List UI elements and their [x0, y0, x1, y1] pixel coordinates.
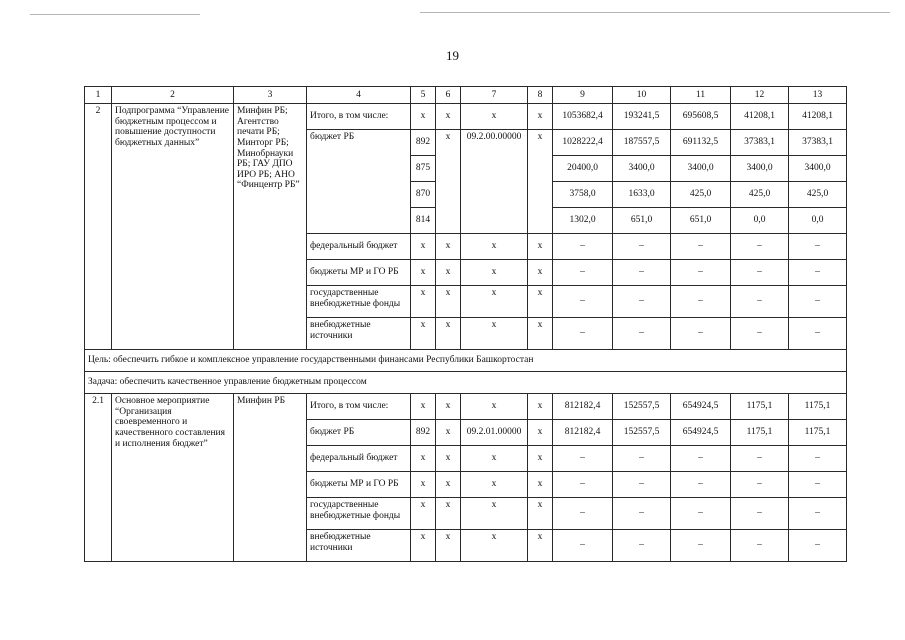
- table-cell: 654924,5: [671, 394, 731, 420]
- table-cell: 187557,5: [613, 130, 671, 156]
- table-cell: 1175,1: [789, 420, 847, 446]
- table-cell: 425,0: [731, 182, 789, 208]
- table-cell: 1028222,4: [553, 130, 613, 156]
- table-cell: –: [789, 318, 847, 350]
- row-number: 2.1: [85, 394, 112, 562]
- table-cell: 654924,5: [671, 420, 731, 446]
- table-cell: 870: [411, 182, 436, 208]
- table-cell: x: [461, 394, 528, 420]
- goal-row: [85, 350, 847, 372]
- table-cell: 1175,1: [731, 394, 789, 420]
- table-cell: 09.2.00.00000: [461, 130, 528, 234]
- funding-source-label: бюджет РБ: [307, 420, 411, 446]
- table-cell: 3758,0: [553, 182, 613, 208]
- funding-source-label: бюджет РБ: [307, 130, 411, 234]
- column-number-row: [85, 87, 847, 104]
- table-cell: x: [461, 530, 528, 562]
- table-cell: 812182,4: [553, 394, 613, 420]
- table-cell: 0,0: [731, 208, 789, 234]
- table-cell: –: [613, 446, 671, 472]
- executors: Минфин РБ: [234, 394, 307, 562]
- table-cell: 3400,0: [731, 156, 789, 182]
- table-cell: x: [461, 318, 528, 350]
- table-cell: x: [528, 130, 553, 234]
- table-cell: 695608,5: [671, 104, 731, 130]
- table-cell: 651,0: [671, 208, 731, 234]
- table-cell: x: [436, 318, 461, 350]
- table-cell: x: [528, 318, 553, 350]
- table-cell: x: [411, 104, 436, 130]
- column-number: 6: [436, 87, 461, 104]
- table-cell: 425,0: [789, 182, 847, 208]
- goal-text: Цель: обеспечить гибкое и комплексное управление государственными финансами Республики Башкортостан: [85, 350, 847, 372]
- table-cell: 892: [411, 130, 436, 156]
- table-cell: –: [731, 234, 789, 260]
- table-cell: x: [528, 234, 553, 260]
- table-cell: x: [528, 446, 553, 472]
- table-cell: x: [528, 498, 553, 530]
- table-cell: x: [436, 130, 461, 234]
- column-number: 1: [85, 87, 112, 104]
- table-cell: x: [411, 260, 436, 286]
- table-cell: 1175,1: [731, 420, 789, 446]
- table-cell: 3400,0: [613, 156, 671, 182]
- funding-source-label: внебюджетные источники: [307, 530, 411, 562]
- table-cell: –: [671, 318, 731, 350]
- table-cell: 37383,1: [731, 130, 789, 156]
- table-cell: –: [671, 260, 731, 286]
- table-cell: 1175,1: [789, 394, 847, 420]
- row-number: 2: [85, 104, 112, 350]
- table-cell: 1053682,4: [553, 104, 613, 130]
- task-row: [85, 372, 847, 394]
- table-cell: –: [613, 318, 671, 350]
- table-cell: 152557,5: [613, 394, 671, 420]
- table-cell: x: [411, 318, 436, 350]
- funding-source-label: Итого, в том числе:: [307, 394, 411, 420]
- table-row: [85, 104, 847, 130]
- funding-source-label: федеральный бюджет: [307, 446, 411, 472]
- table-cell: –: [613, 234, 671, 260]
- scan-edge-line: [420, 12, 890, 13]
- table-cell: –: [553, 234, 613, 260]
- table-cell: 691132,5: [671, 130, 731, 156]
- table-cell: 09.2.01.00000: [461, 420, 528, 446]
- table-cell: 3400,0: [671, 156, 731, 182]
- table-cell: 814: [411, 208, 436, 234]
- table-cell: x: [461, 104, 528, 130]
- program-name: Основное мероприятие “Организация своевременного и качественного составления и исполнения бюджет”: [112, 394, 234, 562]
- table-cell: –: [671, 286, 731, 318]
- table-cell: x: [461, 234, 528, 260]
- table-cell: –: [731, 318, 789, 350]
- column-number: 7: [461, 87, 528, 104]
- table-cell: x: [436, 234, 461, 260]
- table-cell: –: [553, 472, 613, 498]
- table-cell: –: [553, 498, 613, 530]
- table-cell: x: [436, 498, 461, 530]
- table-cell: x: [436, 394, 461, 420]
- table-cell: –: [789, 472, 847, 498]
- table-cell: 425,0: [671, 182, 731, 208]
- program-name: Подпрограмма “Управление бюджетным процессом и повышение доступности бюджетных данных”: [112, 104, 234, 350]
- executors: Минфин РБ; Агентство печати РБ; Минторг РБ; Минобрнауки РБ; ГАУ ДПО ИРО РБ; АНО “Финцентр РБ”: [234, 104, 307, 350]
- column-number: 3: [234, 87, 307, 104]
- table-cell: –: [731, 530, 789, 562]
- table-cell: –: [671, 530, 731, 562]
- table-cell: x: [411, 530, 436, 562]
- table-cell: –: [789, 286, 847, 318]
- table-cell: 812182,4: [553, 420, 613, 446]
- table-cell: –: [789, 498, 847, 530]
- table-cell: –: [671, 498, 731, 530]
- table-cell: 37383,1: [789, 130, 847, 156]
- table-cell: –: [613, 498, 671, 530]
- table-cell: –: [731, 498, 789, 530]
- column-number: 8: [528, 87, 553, 104]
- column-number: 5: [411, 87, 436, 104]
- table-cell: 0,0: [789, 208, 847, 234]
- table-cell: x: [528, 394, 553, 420]
- column-number: 9: [553, 87, 613, 104]
- table-cell: –: [731, 286, 789, 318]
- table-cell: x: [436, 286, 461, 318]
- table-cell: x: [461, 498, 528, 530]
- table-cell: x: [436, 104, 461, 130]
- table-cell: x: [411, 498, 436, 530]
- table-row: [85, 394, 847, 420]
- column-number: 4: [307, 87, 411, 104]
- table-cell: x: [528, 286, 553, 318]
- table-cell: –: [613, 530, 671, 562]
- table-cell: x: [436, 472, 461, 498]
- table-cell: –: [731, 446, 789, 472]
- column-number: 12: [731, 87, 789, 104]
- column-number: 10: [613, 87, 671, 104]
- table-cell: x: [461, 446, 528, 472]
- table-cell: 20400,0: [553, 156, 613, 182]
- table-cell: –: [731, 260, 789, 286]
- table-cell: x: [528, 420, 553, 446]
- table-cell: 1302,0: [553, 208, 613, 234]
- table-cell: x: [528, 472, 553, 498]
- table-cell: x: [436, 260, 461, 286]
- table-cell: x: [411, 446, 436, 472]
- table-cell: 41208,1: [789, 104, 847, 130]
- scan-edge-line: [30, 14, 200, 15]
- table-cell: 41208,1: [731, 104, 789, 130]
- table-cell: 1633,0: [613, 182, 671, 208]
- funding-source-label: внебюджетные источники: [307, 318, 411, 350]
- funding-source-label: федеральный бюджет: [307, 234, 411, 260]
- table-cell: –: [731, 472, 789, 498]
- table-cell: –: [553, 530, 613, 562]
- table-cell: –: [553, 260, 613, 286]
- budget-table: [84, 86, 847, 562]
- table-cell: x: [461, 286, 528, 318]
- table-cell: –: [553, 446, 613, 472]
- table-cell: x: [411, 286, 436, 318]
- table-cell: 875: [411, 156, 436, 182]
- table-cell: x: [436, 446, 461, 472]
- table-cell: x: [528, 104, 553, 130]
- table-cell: x: [411, 472, 436, 498]
- funding-source-label: Итого, в том числе:: [307, 104, 411, 130]
- table-cell: –: [671, 472, 731, 498]
- table-cell: 193241,5: [613, 104, 671, 130]
- table-cell: x: [528, 260, 553, 286]
- table-cell: –: [789, 260, 847, 286]
- table-cell: –: [613, 260, 671, 286]
- funding-source-label: государственные внебюджетные фонды: [307, 498, 411, 530]
- column-number: 2: [112, 87, 234, 104]
- table-cell: –: [671, 234, 731, 260]
- table-cell: x: [528, 530, 553, 562]
- table-cell: –: [613, 472, 671, 498]
- table-cell: 892: [411, 420, 436, 446]
- funding-source-label: государственные внебюджетные фонды: [307, 286, 411, 318]
- table-cell: 651,0: [613, 208, 671, 234]
- table-cell: x: [411, 234, 436, 260]
- table-cell: x: [411, 394, 436, 420]
- funding-source-label: бюджеты МР и ГО РБ: [307, 260, 411, 286]
- table-cell: 152557,5: [613, 420, 671, 446]
- table-cell: –: [553, 318, 613, 350]
- table-cell: x: [436, 420, 461, 446]
- table-cell: –: [789, 446, 847, 472]
- table-cell: –: [789, 234, 847, 260]
- table-cell: x: [436, 530, 461, 562]
- table-cell: –: [553, 286, 613, 318]
- column-number: 13: [789, 87, 847, 104]
- table-cell: x: [461, 472, 528, 498]
- funding-source-label: бюджеты МР и ГО РБ: [307, 472, 411, 498]
- table-cell: –: [671, 446, 731, 472]
- task-text: Задача: обеспечить качественное управление бюджетным процессом: [85, 372, 847, 394]
- table-cell: x: [461, 260, 528, 286]
- table-cell: –: [613, 286, 671, 318]
- table-cell: 3400,0: [789, 156, 847, 182]
- table-cell: –: [789, 530, 847, 562]
- page-number: 19: [446, 48, 459, 63]
- column-number: 11: [671, 87, 731, 104]
